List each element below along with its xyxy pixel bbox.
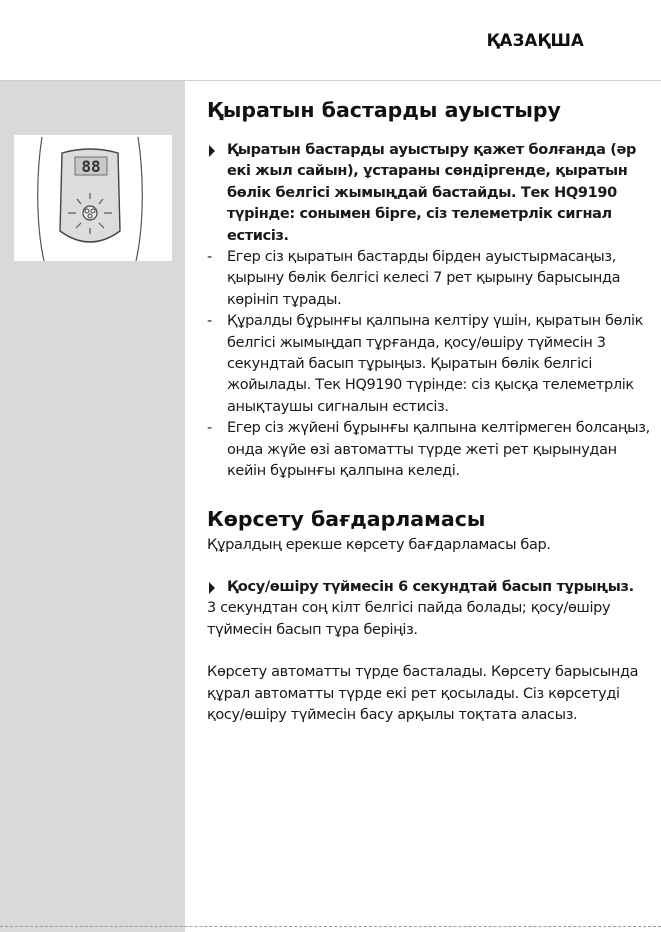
footer-divider [0,926,661,928]
list-item-text: Егер сіз қыратын бастарды бірден ауыстырмасаңыз, қырыну бөлік белгісі келесі 7 рет қырыну барысында көрініп тұрады. [227,249,621,308]
page-language-label: ҚАЗАҚША [486,31,584,50]
demo-intro: Құралдың ерекше көрсету бағдарламасы бар. [207,536,551,553]
instruction-bullet [207,140,655,247]
bullet-triangle-icon [209,145,215,157]
bullet-triangle-icon [209,582,215,594]
list-item [207,311,655,418]
section-title-replacement: Қыратын бастарды ауыстыру [207,98,561,122]
demo-after-bullet: 3 секундтан соң кілт белгісі пайда болады; қосу/өшіру түймесін басып тұра беріңіз. [207,600,611,638]
list-item [207,247,655,311]
demo-closing: Көрсету автоматты түрде басталады. Көрсету барысында құрал автоматты түрде екі рет қосылады. Сіз көрсетуді қосу/өшіру түймесін басу арқылы тоқтата аласыз. [207,664,639,723]
section-title-demo: Көрсету бағдарламасы [207,506,486,531]
note-list [207,247,655,482]
demo-instruction-text: Қосу/өшіру түймесін 6 секундтай басып тұрыңыз. [227,578,634,595]
display-digits: 88 [81,157,101,176]
shaver-display-illustration [14,135,172,261]
main-content [207,96,655,726]
list-item-text: Құралды бұрынғы қалпына келтіру үшін, қыратын бөлік белгісі жымыңдап тұрғанда, қосу/өшіру түймесін 3 секундтай басып тұрыңыз. Қыратын бөлік белгісі жойылады. Тек HQ9190 түрінде: сіз қысқа телеметрлік анықтаушы сигналын естисіз. [227,313,644,415]
dash-icon: - [207,313,212,330]
shaver-display-drawing [14,135,172,261]
list-item [207,418,655,482]
dash-icon: - [207,420,212,437]
list-item-text: Егер сіз жүйені бұрынғы қалпына келтірмеген болсаңыз, онда жүйе өзі автоматты түрде жеті рет қырынудан кейін бұрынғы қалпына келеді. [227,420,650,480]
shaver-head-icon [83,206,97,220]
demo-instruction-bullet [207,577,655,598]
instruction-text: Қыратын бастарды ауыстыру қажет болғанда (әр екі жыл сайын), ұстараны сөндіргенде, қыратын бөлік белгісі жымыңдай бастайды. Тек HQ9190 түрінде: сонымен бірге, сіз телеметрлік сигнал естисіз. [227,142,637,244]
dash-icon: - [207,249,212,266]
